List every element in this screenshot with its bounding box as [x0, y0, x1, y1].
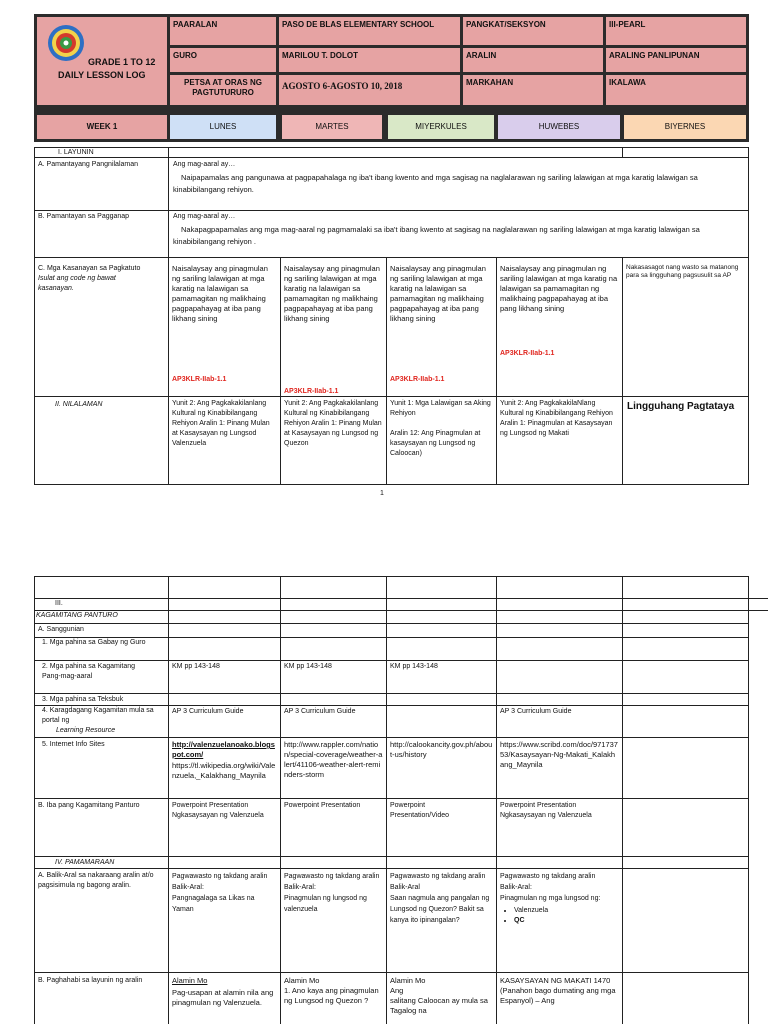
pamantayan-pagganap-intro: Ang mag-aaral ay…: [173, 213, 236, 220]
iba-pang-kagamitan-label: B. Iba pang Kagamitang Panturo: [38, 802, 140, 809]
pangkat-value: III-PEARL: [606, 17, 746, 45]
day-header-lunes: LUNES: [170, 115, 276, 139]
kasanayan-miyerkules: Naisalaysay ang pinagmulan ng sariling lalawigan at mga karatig na lalawigan sa pamamagitan ng malikhaing pagpapahayag at iba pang likhang sining: [390, 264, 486, 323]
pamantayang-pangnilalaman-intro: Ang mag-aaral ay…: [173, 161, 236, 168]
paghahabi-miyerkules: Alamin Mo Ang salitang Caloocan ay mula sa Tagalog na: [390, 976, 488, 1015]
aralin-value: ARALING PANLIPUNAN: [606, 48, 746, 72]
day-header-miyerkules: MIYERKULES: [388, 115, 494, 139]
markahan-value: IKALAWA: [606, 75, 746, 105]
kasanayan-biyernes: Nakasasagot nang wasto sa matanong para sa lingguhang pagsusulit sa AP: [626, 264, 739, 279]
karagdagang-kagamitan-label: 4. Karagdagang Kagamitan mula sa portal ng: [42, 707, 154, 724]
link-rappler[interactable]: http://www.rappler.com/nation/special-coverage/weather-alert/41106-weather-alert-reminders-storm: [284, 740, 383, 779]
link-scribd-makati[interactable]: https://www.scribd.com/doc/97173753/Kasaysayan-Ng-Makati_Kalakhang_Maynila: [500, 740, 618, 769]
pamantayang-pangnilalaman-text: Naipapamalas ang pangunawa at pagpapahalaga ng iba't ibang kwento and mga sagisag na naglalarawan ng sariling lalawigan at mga karatig lalawigan sa kinabibilangang rehiyon.: [173, 173, 698, 194]
nilalaman-huwebes: Yunit 2: Ang PagkakakilaNlang Kultural ng Kinabibilangang Rehiyon Aralin 1: Pinagmulan at Kasaysayan ng Lungsod ng Makati: [500, 400, 613, 437]
school-seal-icon: [47, 24, 85, 62]
balik-aral-huwebes-list: [514, 906, 618, 926]
aralin-label: ARALIN: [463, 48, 603, 72]
petsa-value: AGOSTO 6-AGOSTO 10, 2018: [279, 75, 460, 105]
balik-aral-miyerkules: Pagwawasto ng takdang aralin Balik-Aral Saan nagmula ang pangalan ng Lungsod ng Quezon? Bakit sa kanya ito ipinangalan?: [390, 873, 490, 924]
pangkat-label: PANGKAT/SEKSYON: [463, 17, 603, 45]
link-valenzuela-blog-text[interactable]: http://valenzuelanoako.blogspot.com/: [172, 740, 275, 759]
km-pages-lunes: KM pp 143-148: [172, 663, 220, 670]
curriculum-guide-martes: AP 3 Curriculum Guide: [284, 708, 356, 715]
page-2: [0, 560, 768, 1024]
kasanayan-martes: Naisalaysay ang pinagmulan ng sariling lalawigan at mga karatig na lalawigan sa pamamagitan ng malikhaing pagpapahayag at iba pang likhang sining: [284, 264, 380, 323]
petsa-label: PETSA AT ORAS NG PAGTUTURURO: [170, 75, 276, 105]
day-header-huwebes: HUWEBES: [498, 115, 620, 139]
kasanayan-code-martes: AP3KLR-IIab-1.1: [284, 388, 339, 395]
kagamitang-panturo-heading: KAGAMITANG PANTURO: [36, 612, 118, 619]
internet-info-sites-label: 5. Internet Info Sites: [42, 741, 105, 748]
kasanayan-code-miyerkules: AP3KLR-IIab-1.1: [390, 376, 445, 383]
balik-aral-lunes: Pagwawasto ng takdang aralin Balik-Aral: Pangnagalaga sa Likas na Yaman: [172, 873, 268, 913]
page-number: 1: [380, 490, 384, 497]
week-label: WEEK 1: [37, 115, 167, 139]
list-item: • Valenzuela: [514, 906, 618, 916]
sanggunian-label: A. Sanggunian: [38, 626, 84, 633]
paghahabi-huwebes: KASAYSAYAN NG MAKATI 1470 (Panahon bago dumating ang mga Espanyol) – Ang: [500, 976, 616, 1005]
link-valenzuela-blog[interactable]: [172, 740, 278, 760]
kasanayan-code-lunes: AP3KLR-IIab-1.1: [172, 376, 227, 383]
nilalaman-lunes: Yunit 2: Ang Pagkakakilanlang Kultural ng Kinabibilangang Rehiyon Aralin 1: Pinang Mulan at Kasaysayan ng Lungsod Valenzuela: [172, 400, 270, 447]
km-pages-martes: KM pp 143-148: [284, 663, 332, 670]
paghahabi-lunes-title: Alamin Mo: [172, 976, 208, 985]
layunin-heading: I. LAYUNIN: [58, 149, 94, 156]
gabay-guro-label: 1. Mga pahina sa Gabay ng Guro: [42, 639, 146, 646]
paghahabi-martes: Alamin Mo 1. Ano kaya ang pinagmulan ng Lungsod ng Quezon ?: [284, 976, 379, 1005]
kagamitan-lunes: Powerpoint Presentation Ngkasaysayan ng Valenzuela: [172, 802, 264, 819]
link-caloocan-history[interactable]: http://calookancity.gov.ph/about-us/history: [390, 740, 493, 759]
pamantayang-pangnilalaman-label: A. Pamantayang Pangnilalaman: [38, 161, 139, 168]
dll-title-line1: GRADE 1 TO 12: [88, 57, 156, 67]
nilalaman-heading: II. NILALAMAN: [55, 401, 103, 408]
guro-value: MARILOU T. DOLOT: [279, 48, 460, 72]
paaralan-label: PAARALAN: [170, 17, 276, 45]
link-wikipedia-valenzuela[interactable]: https://tl.wikipedia.org/wiki/Valenzuela,_Kalakhang_Maynila: [172, 761, 276, 780]
kasanayan-sublabel: Isulat ang code ng bawat kasanayan.: [38, 275, 116, 292]
dll-title-line2: DAILY LESSON LOG: [58, 70, 146, 80]
kagamitan-miyerkules: Powerpoint Presentation/Video: [390, 802, 450, 819]
paghahabi-label: B. Paghahabi sa layunin ng aralin: [38, 977, 143, 984]
page-1: [0, 0, 768, 500]
balik-aral-label: A. Balik-Aral sa nakaraang aralin at/o pagsisimula ng bagong aralin.: [38, 872, 154, 889]
nilalaman-martes: Yunit 2: Ang Pagkakakilanlang Kultural ng Kinabibilangang Rehiyon Aralin 1: Pinang Mulan at Kasaysayan ng Lungsod ng Quezon: [284, 400, 382, 447]
kasanayan-huwebes: Naisalaysay ang pinagmulan ng sariling lalawigan at mga karatig na lalawigan sa pamamagitan ng malikhaing pagpapahayag at iba pang likhang sining: [500, 264, 618, 313]
kagamitan-huwebes: Powerpoint Presentation Ngkasaysayan ng Valenzuela: [500, 802, 592, 819]
list-item: • QC: [514, 916, 618, 926]
guro-label: GURO: [170, 48, 276, 72]
kasanayan-label: C. Mga Kasanayan sa Pagkatuto: [38, 265, 141, 272]
day-header-biyernes: BIYERNES: [624, 115, 746, 139]
kagamitan-martes: Powerpoint Presentation: [284, 802, 361, 809]
pamantayan-pagganap-label: B. Pamantayan sa Pagganap: [38, 213, 130, 220]
iii-heading: III.: [55, 600, 63, 607]
pamantayan-pagganap-text: Nakapagpapamalas ang mga mag-aaral ng pagmamalaki sa iba't ibang kwento at sagisag na naglalarawan ng sariling lalawigan at mga karatig lalawigan sa kinabibilangang rehiyon .: [173, 225, 700, 246]
kagamitang-pang-mag-aaral-label: 2. Mga pahina sa Kagamitang Pang-mag-aaral: [42, 663, 136, 680]
learning-resource-label: Learning Resource: [56, 727, 116, 734]
curriculum-guide-lunes: AP 3 Curriculum Guide: [172, 708, 244, 715]
kasanayan-code-huwebes: AP3KLR-IIab-1.1: [500, 350, 555, 357]
curriculum-guide-huwebes: AP 3 Curriculum Guide: [500, 708, 572, 715]
nilalaman-miyerkules: Yunit 1: Mga Lalawigan sa Aking Rehiyon Aralin 12: Ang Pinagmulan at kasaysayan ng Lungsod ng Caloocan): [390, 400, 491, 457]
paaralan-value: PASO DE BLAS ELEMENTARY SCHOOL: [279, 17, 460, 45]
paghahabi-lunes: Pag-usapan at alamin nila ang pinagmulan ng Valenzuela.: [172, 988, 274, 1007]
teksbuk-label: 3. Mga pahina sa Teksbuk: [42, 696, 124, 703]
day-header-martes: MARTES: [282, 115, 382, 139]
balik-aral-huwebes: [500, 871, 618, 926]
kasanayan-lunes: Naisalaysay ang pinagmulan ng sariling lalawigan at mga karatig na lalawigan sa pamamagitan ng malikhaing pagpapahayag at iba pang likhang sining: [172, 264, 268, 323]
km-pages-miyerkules: KM pp 143-148: [390, 663, 438, 670]
balik-aral-huwebes-text: Pagwawasto ng takdang aralin Balik-Aral: Pinagmulan ng mga lungsod ng:: [500, 873, 601, 902]
balik-aral-martes: Pagwawasto ng takdang aralin Balik-Aral: Pinagmulan ng lungsod ng valenzuela: [284, 873, 380, 913]
markahan-label: MARKAHAN: [463, 75, 603, 105]
pamamaraan-heading: IV. PAMAMARAAN: [55, 859, 115, 866]
nilalaman-biyernes: Lingguhang Pagtataya: [627, 401, 735, 412]
